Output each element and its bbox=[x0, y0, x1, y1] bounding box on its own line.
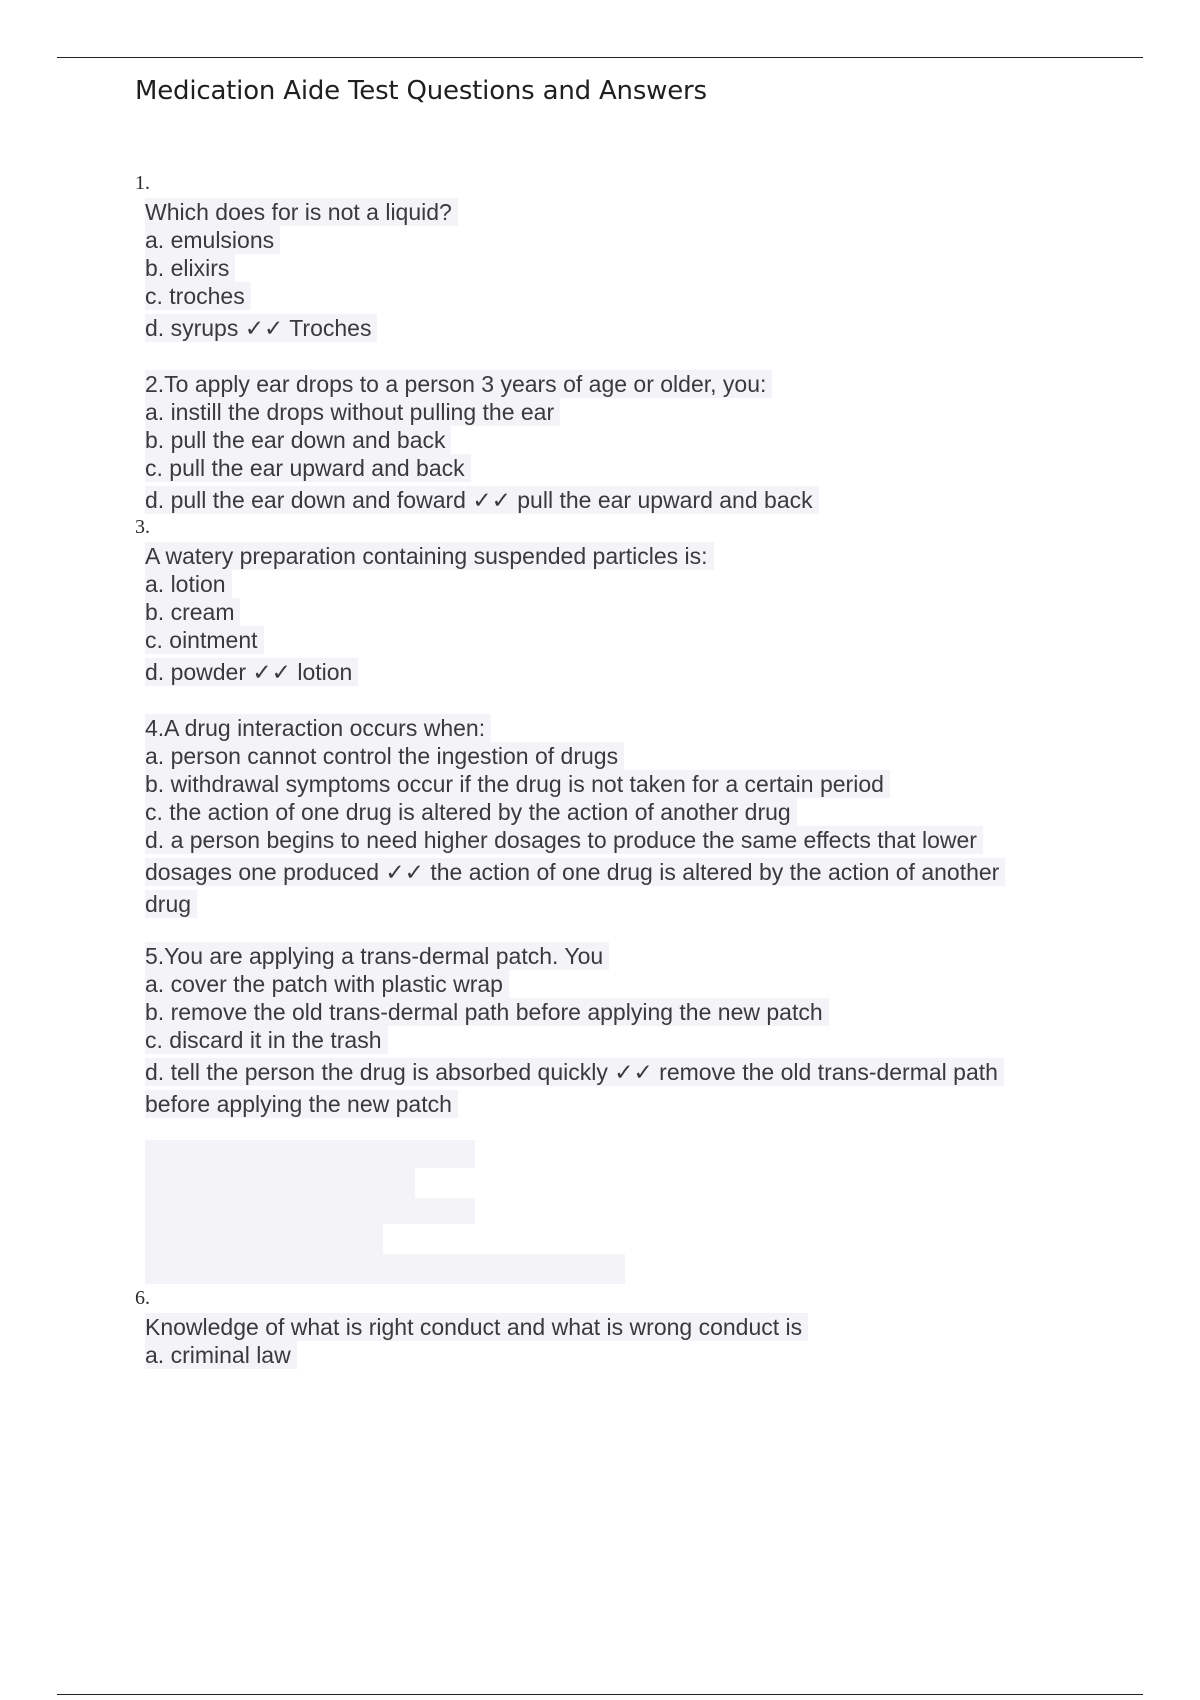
question-text: Which does for is not a liquid? bbox=[145, 198, 458, 226]
blank-region bbox=[145, 1254, 625, 1284]
answer-option-with-key: d. syrups ✓✓ Troches bbox=[145, 314, 377, 342]
answer-option: a. lotion bbox=[145, 570, 232, 598]
blank-region bbox=[145, 1198, 475, 1224]
question-number: 6. bbox=[135, 1287, 150, 1309]
answer-option: c. discard it in the trash bbox=[145, 1026, 388, 1054]
question-4 bbox=[145, 714, 1005, 918]
answer-option-with-key: d. pull the ear down and foward ✓✓ pull the ear upward and back bbox=[145, 486, 819, 514]
question-number: 3. bbox=[135, 516, 150, 538]
top-rule bbox=[57, 57, 1143, 58]
answer-option: b. pull the ear down and back bbox=[145, 426, 451, 454]
blank-region bbox=[145, 1140, 475, 1168]
answer-option: a. emulsions bbox=[145, 226, 280, 254]
answer-option: b. withdrawal symptoms occur if the drug is not taken for a certain period bbox=[145, 770, 890, 798]
answer-option-continued: before applying the new patch bbox=[145, 1090, 458, 1118]
answer-option: a. criminal law bbox=[145, 1341, 297, 1369]
answer-option: a. instill the drops without pulling the ear bbox=[145, 398, 560, 426]
question-text: Knowledge of what is right conduct and what is wrong conduct is bbox=[145, 1313, 808, 1341]
answer-option-with-key: dosages one produced ✓✓ the action of one drug is altered by the action of another bbox=[145, 858, 1005, 886]
answer-option: b. cream bbox=[145, 598, 240, 626]
answer-option: b. elixirs bbox=[145, 254, 235, 282]
question-text: 4.A drug interaction occurs when: bbox=[145, 714, 491, 742]
bottom-rule bbox=[57, 1694, 1143, 1695]
answer-option: a. cover the patch with plastic wrap bbox=[145, 970, 509, 998]
question-1 bbox=[145, 198, 458, 346]
question-text: A watery preparation containing suspended particles is: bbox=[145, 542, 714, 570]
document-title: Medication Aide Test Questions and Answers bbox=[135, 76, 707, 106]
question-6 bbox=[145, 1313, 808, 1369]
answer-option: a. person cannot control the ingestion of drugs bbox=[145, 742, 624, 770]
answer-option: c. the action of one drug is altered by the action of another drug bbox=[145, 798, 797, 826]
blank-region bbox=[145, 1168, 415, 1198]
question-number: 1. bbox=[135, 172, 150, 194]
question-text: 2.To apply ear drops to a person 3 years of age or older, you: bbox=[145, 370, 772, 398]
question-2 bbox=[145, 370, 819, 518]
answer-option: b. remove the old trans-dermal path before applying the new patch bbox=[145, 998, 829, 1026]
blank-region bbox=[145, 1224, 383, 1254]
question-text: 5.You are applying a trans-dermal patch. You bbox=[145, 942, 609, 970]
answer-option: c. pull the ear upward and back bbox=[145, 454, 471, 482]
answer-option: d. a person begins to need higher dosages to produce the same effects that lower bbox=[145, 826, 983, 854]
answer-option: c. ointment bbox=[145, 626, 264, 654]
answer-option-with-key: d. tell the person the drug is absorbed quickly ✓✓ remove the old trans-dermal path bbox=[145, 1058, 1004, 1086]
question-5 bbox=[145, 942, 1004, 1118]
question-3 bbox=[145, 542, 714, 690]
answer-option: c. troches bbox=[145, 282, 251, 310]
answer-option-continued: drug bbox=[145, 890, 197, 918]
answer-option-with-key: d. powder ✓✓ lotion bbox=[145, 658, 358, 686]
